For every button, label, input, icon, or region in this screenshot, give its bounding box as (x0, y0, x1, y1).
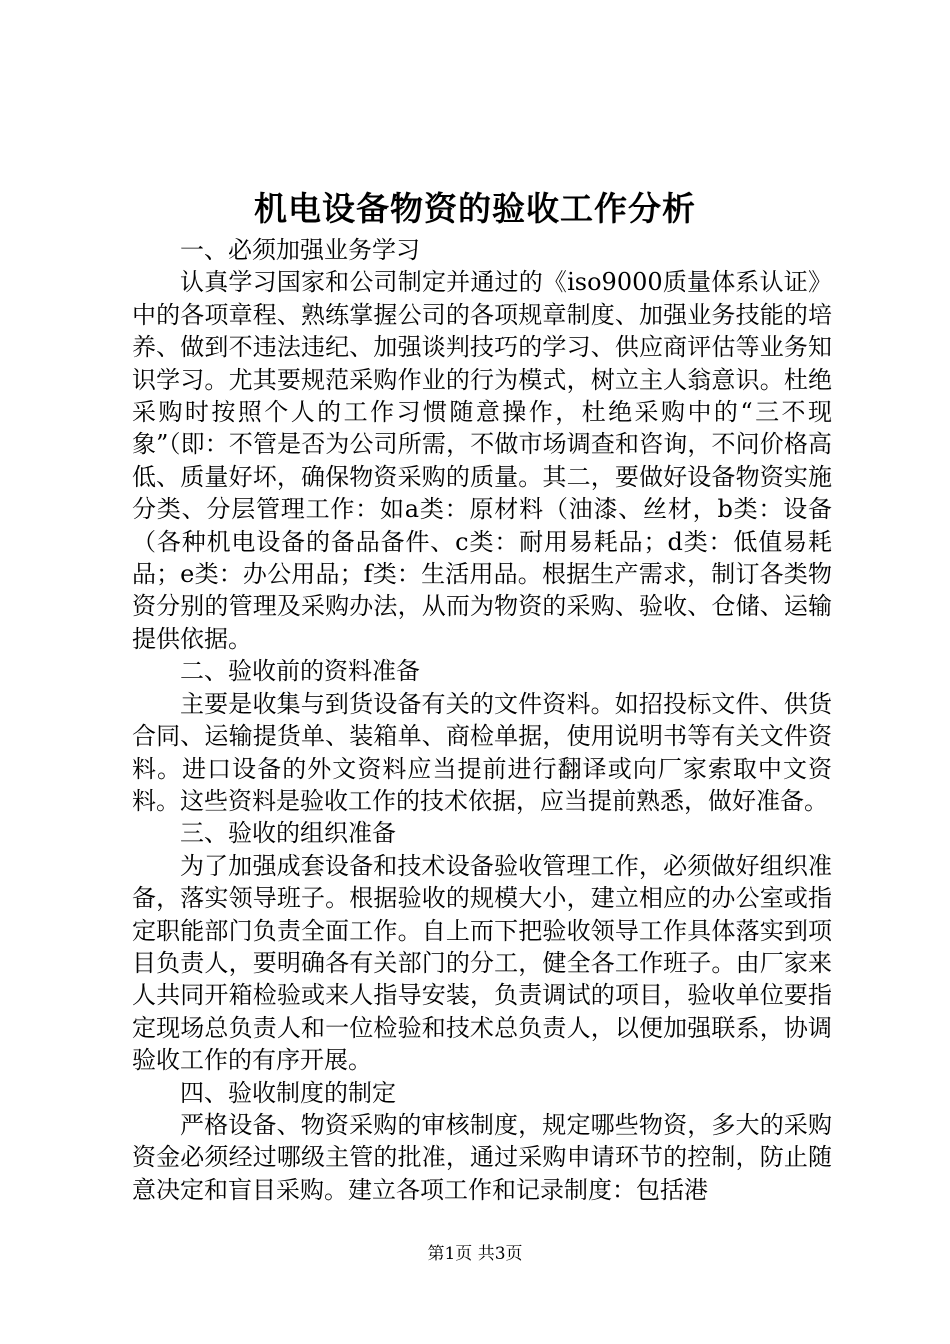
document-body (132, 234, 832, 1206)
section-paragraph-4: 严格设备、物资采购的审核制度，规定哪些物资，多大的采购资金必须经过哪级主管的批准，通过采购申请环节的控制，防止随意决定和盲目采购。建立各项工作和记录制度：包括港 (132, 1110, 832, 1204)
section-paragraph-3: 为了加强成套设备和技术设备验收管理工作，必须做好组织准备，落实领导班子。根据验收的规模大小，建立相应的办公室或指定职能部门负责全面工作。自上而下把验收领导工作具体落实到项目负责人，要明确各有关部门的分工，健全各工作班子。由厂家来人共同开箱检验或来人指导安装，负责调试的项目，验收单位要指定现场总负责人和一位检验和技术总负责人，以便加强联系，协调验收工作的有序开展。 (132, 851, 832, 1075)
page-number-footer: 第1页 共3页 (427, 1244, 523, 1264)
section-paragraph-2: 主要是收集与到货设备有关的文件资料。如招投标文件、供货合同、运输提货单、装箱单、商检单据，使用说明书等有关文件资料。进口设备的外文资料应当提前进行翻译或向厂家索取中文资料。这些资料是验收工作的技术依据，应当提前熟悉，做好准备。 (132, 689, 832, 815)
section-heading-1: 一、必须加强业务学习 (180, 236, 420, 264)
section-heading-4: 四、验收制度的制定 (180, 1078, 396, 1107)
section-paragraph-1: 认真学习国家和公司制定并通过的《iso9000质量体系认证》中的各项章程、熟练掌握公司的各项规章制度、加强业务技能的培养、做到不违法违纪、加强谈判技巧的学习、供应商评估等业务知识学习。尤其要规范采购作业的行为模式，树立主人翁意识。杜绝采购时按照个人的工作习惯随意操作，杜绝采购中的“三不现象”（即：不管是否为公司所需，不做市场调查和咨询，不问价格高低、质量好坏，确保物资采购的质量。其二，要做好设备物资实施分类、分层管理工作：如a类：原材料（油漆、丝材，b类：设备（各种机电设备的备品备件、c类：耐用易耗品；d类：低值易耗品；e类：办公用品；f类：生活用品。根据生产需求，制订各类物资分别的管理及采购办法，从而为物资的采购、验收、仓储、运输提供依据。 (132, 268, 832, 653)
section-heading-2: 二、验收前的资料准备 (180, 657, 420, 686)
section-heading-3: 三、验收的组织准备 (180, 819, 396, 848)
document-title: 机电设备物资的验收工作分析 (254, 189, 696, 228)
